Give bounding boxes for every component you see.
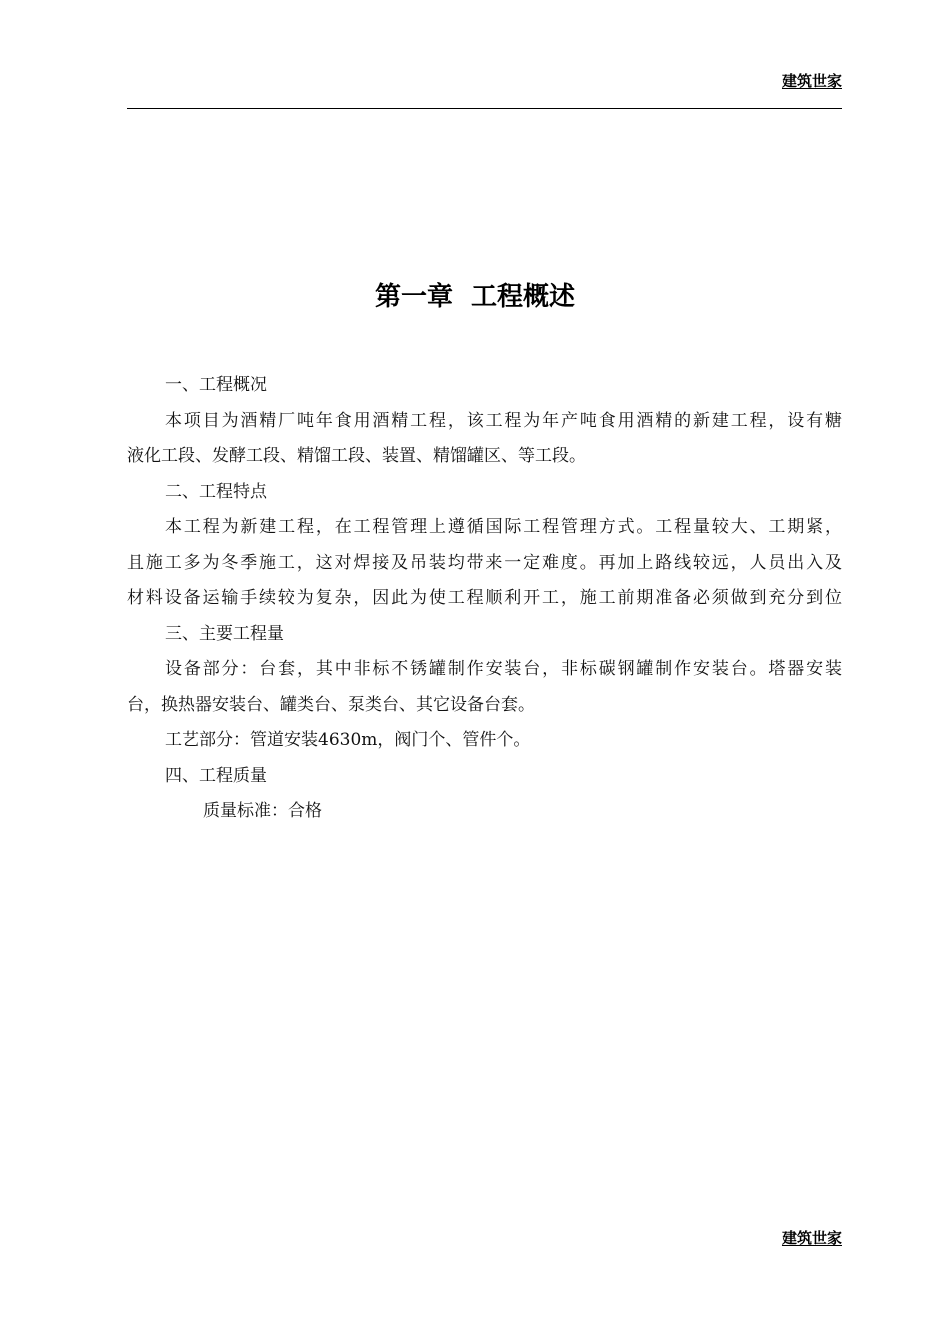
section-heading-quantities: 三、主要工程量 [165, 623, 284, 644]
paragraph-line: 且施工多为冬季施工，这对焊接及吊装均带来一定难度。再加上路线较远，人员出入及 [127, 552, 842, 573]
paragraph-line: 本工程为新建工程，在工程管理上遵循国际工程管理方式。工程量较大、工期紧， [165, 517, 842, 537]
chapter-title: 第一章 工程概述 [374, 282, 576, 312]
paragraph-line: 工艺部分：管道安装4630m，阀门个、管件个。 [165, 730, 531, 750]
paragraph-line: 台，换热器安装台、罐类台、泵类台、其它设备台套。 [127, 694, 535, 715]
quality-standard: 质量标准：合格 [203, 801, 322, 821]
section-heading-overview: 一、工程概况 [165, 375, 267, 395]
header-rule [127, 108, 842, 109]
header-brand: 建筑世家 [781, 72, 842, 90]
footer-brand: 建筑世家 [781, 1229, 842, 1247]
paragraph-line: 材料设备运输手续较为复杂，因此为使工程顺利开工，施工前期准备必须做到充分到位 [127, 588, 842, 608]
section-heading-quality: 四、工程质量 [165, 765, 267, 786]
paragraph-line: 设备部分：台套，其中非标不锈罐制作安装台，非标碳钢罐制作安装台。塔器安装 [165, 659, 842, 679]
paragraph-line: 液化工段、发酵工段、精馏工段、装置、精馏罐区、等工段。 [127, 446, 586, 466]
section-heading-features: 二、工程特点 [165, 481, 267, 502]
document-body [127, 368, 842, 830]
paragraph-line: 本项目为酒精厂吨年食用酒精工程，该工程为年产吨食用酒精的新建工程，设有糖 [165, 410, 842, 431]
